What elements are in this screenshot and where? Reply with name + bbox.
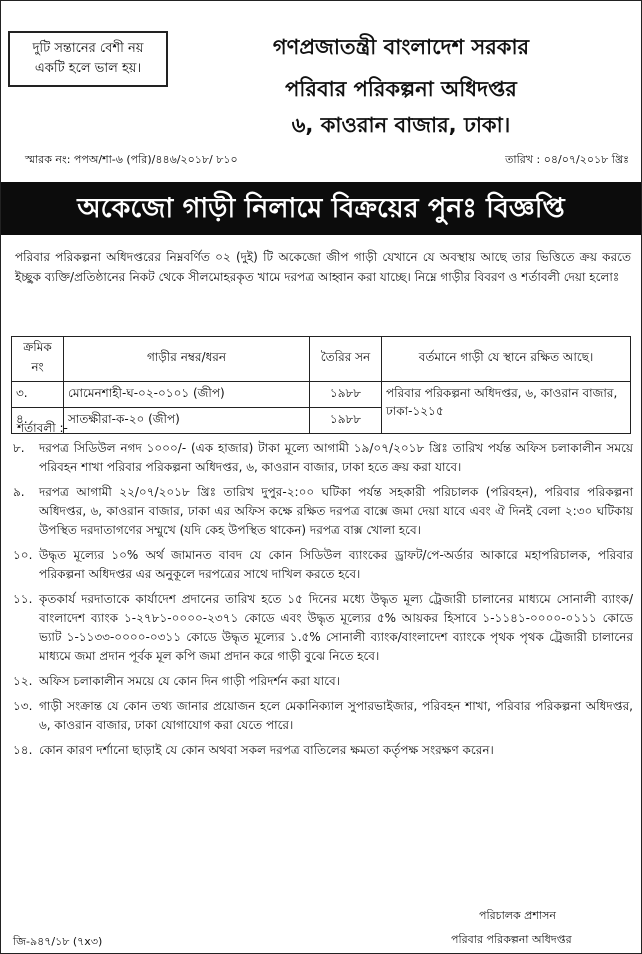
condition-number: ১১. <box>13 592 33 606</box>
gd-number: জি-৯৪৭/১৮ (৭x৩) <box>13 935 103 948</box>
signatory-designation: পরিচালক প্রশাসন <box>479 909 556 922</box>
condition-number: ৮. <box>13 441 25 455</box>
condition-number: ৯. <box>13 485 25 499</box>
notice-title-banner: অকেজো গাড়ী নিলামে বিক্রয়ের পুনঃ বিজ্ঞপ্তি <box>1 182 641 235</box>
condition-item <box>13 590 633 666</box>
department-address: ৬, কাওরান বাজার, ঢাকা। <box>291 113 511 137</box>
header-vehicle: গাড়ীর নম্বর/ধরন <box>64 337 310 382</box>
row-serial: ৪. <box>12 408 64 434</box>
condition-text: অফিস চলাকালীন সময়ে যে কোন দিন গাড়ী পরিদর্শন করা যাবে। <box>39 674 340 688</box>
condition-number: ১২. <box>13 674 33 688</box>
condition-text: দরপত্র আগামী ২২/০৭/২০১৮ খ্রিঃ তারিখ দুপুর-২:০০ ঘটিকা পর্যন্ত সহকারী পরিচালক (পরিবহন), পরিবার পরিকল্পনা অধিদপ্তর, ৬, কাওরান বাজার, ঢাকা এর অফিস কক্ষে রক্ষিত দরপত্র বাক্সে জমা দেয়া যাবে এবং ঐ দিনই বেলা ২:৩০ ঘটিকায় উপস্থিত দরদাতাগণের সম্মুখে (যদি কেহ উপস্থিত থাকেন) দরপত্র বাক্স খোলা হবে। <box>39 485 633 537</box>
header-location: বর্তমানে গাড়ী যে স্থানে রক্ষিত আছে। <box>382 337 631 382</box>
condition-text: কৃতকার্য দরদাতাকে কার্যাদেশ প্রদানের তারিখ হতে ১৫ দিনের মধ্যে উদ্ধৃত মূল্য ট্রেজারী চালানের মাধ্যমে সোনালী ব্যাংক/বাংলাদেশ ব্যাংক ১-২৭৮১-০০০০-২৩৭১ কোডে এবং উদ্ধৃত মূল্যের ৫% আয়কর হিসাবে ১-১১৪১-০০০০-০১১১ কোডে ভ্যাট ১-১১৩৩-০০০০-০৩১১ কোডে উদ্ধৃত মূল্যের ১.৫% সোনালী ব্যাংক/বাংলাদেশ ব্যাংকে পৃথক পৃথক ট্রেজারী চালানের মাধ্যমে জমা প্রদান পূর্বক মূল কপি জমা প্রদান করে গাড়ী বুঝে নিতে হবে। <box>39 592 633 663</box>
table-header-row <box>12 337 631 382</box>
condition-item <box>13 672 633 691</box>
memo-date: তারিখ : ০৪/০৭/২০১৮ খ্রিঃ <box>505 153 629 166</box>
row-serial: ৩. <box>12 382 64 408</box>
condition-item <box>13 697 633 735</box>
condition-text: দরপত্র সিডিউল নগদ ১০০০/- (এক হাজার) টাকা মূল্যে আগামী ১৯/০৭/২০১৮ খ্রিঃ তারিখ পর্যন্ত অফিস চলাকালীন সময়ে পরিবহন শাখা পরিবার পরিকল্পনা অধিদপ্তর, ৬, কাওরান বাজার, ঢাকা হতে ক্রয় করা যাবে। <box>39 441 633 474</box>
header-serial: ক্রমিক নং <box>12 337 64 382</box>
header-year: তৈরির সন <box>310 337 382 382</box>
slogan-line-2: একটি হলে ভাল হয়। <box>34 61 142 76</box>
condition-text: উদ্ধৃত মূল্যের ১০% অর্থ জামানত বাবদ যে কোন সিডিউল ব্যাংকের ড্রাফট/পে-অর্ডার আকারে মহাপরিচালক, পরিবার পরিকল্পনা অধিদপ্তর এর অনুকূলে দরপত্রের সাথে দাখিল করতে হবে। <box>39 548 633 581</box>
intro-paragraph: পরিবার পরিকল্পনা অধিদপ্তরের নিম্নবর্ণিত ০২ (দুই) টি অকেজো জীপ গাড়ী যেখানে যে অবস্থায় আছে তার ভিত্তিতে ক্রয় করতে ইচ্ছুক ব্যক্তি/প্রতিষ্ঠানের নিকট থেকে সীলমোহরকৃত খামে দরপত্র আহ্বান করা যাচ্ছে। নিম্নে গাড়ীর বিবরণ ও শর্তাবলী দেয়া হলোঃ <box>15 250 631 284</box>
row-location: পরিবার পরিকল্পনা অধিদপ্তর, ৬, কাওরান বাজার, ঢাকা-১২১৫ <box>382 382 631 434</box>
signatory-office: পরিবার পরিকল্পনা অধিদপ্তর <box>451 933 572 946</box>
condition-item <box>13 439 633 477</box>
condition-item <box>13 483 633 540</box>
conditions-list <box>13 439 633 766</box>
table-row <box>12 382 631 408</box>
condition-number: ১৩. <box>13 699 33 713</box>
row-vehicle: মোমেনশাহী-ঘ-০২-০১০১ (জীপ) <box>64 382 310 408</box>
department-title: পরিবার পরিকল্পনা অধিদপ্তর <box>285 77 517 101</box>
government-title: গণপ্রজাতন্ত্রী বাংলাদেশ সরকার <box>272 35 530 59</box>
condition-item <box>13 741 633 760</box>
memo-reference: স্মারক নং: পপঅ/শা-৬ (পরি)/৪৪৬/২০১৮/ ৮১০ <box>25 153 238 166</box>
row-year: ১৯৮৮ <box>310 382 382 408</box>
condition-number: ১০. <box>13 548 33 562</box>
condition-text: কোন কারণ দর্শানো ছাড়াই যে কোন অথবা সকল দরপত্র বাতিলের ক্ষমতা কর্তৃপক্ষ সংরক্ষণ করেন। <box>39 743 494 757</box>
condition-item <box>13 546 633 584</box>
vehicle-table <box>11 336 631 434</box>
condition-number: ১৪. <box>13 743 33 757</box>
row-year: ১৯৮৮ <box>310 408 382 434</box>
slogan-line-1: দুটি সন্তানের বেশী নয় <box>32 41 144 56</box>
slogan-box <box>8 31 168 87</box>
conditions-heading: শর্তাবলী :- <box>17 421 68 435</box>
row-vehicle: সাতক্ষীরা-ক-২০ (জীপ) <box>64 408 310 434</box>
condition-text: গাড়ী সংক্রান্ত যে কোন তথ্য জানার প্রয়োজন হলে মেকানিক্যাল সুপারভাইজার, পরিবহন শাখা, পরিবার পরিকল্পনা অধিদপ্তর, ৬, কাওরান বাজার, ঢাকা যোগাযোগ করা যেতে পারে। <box>39 699 633 732</box>
